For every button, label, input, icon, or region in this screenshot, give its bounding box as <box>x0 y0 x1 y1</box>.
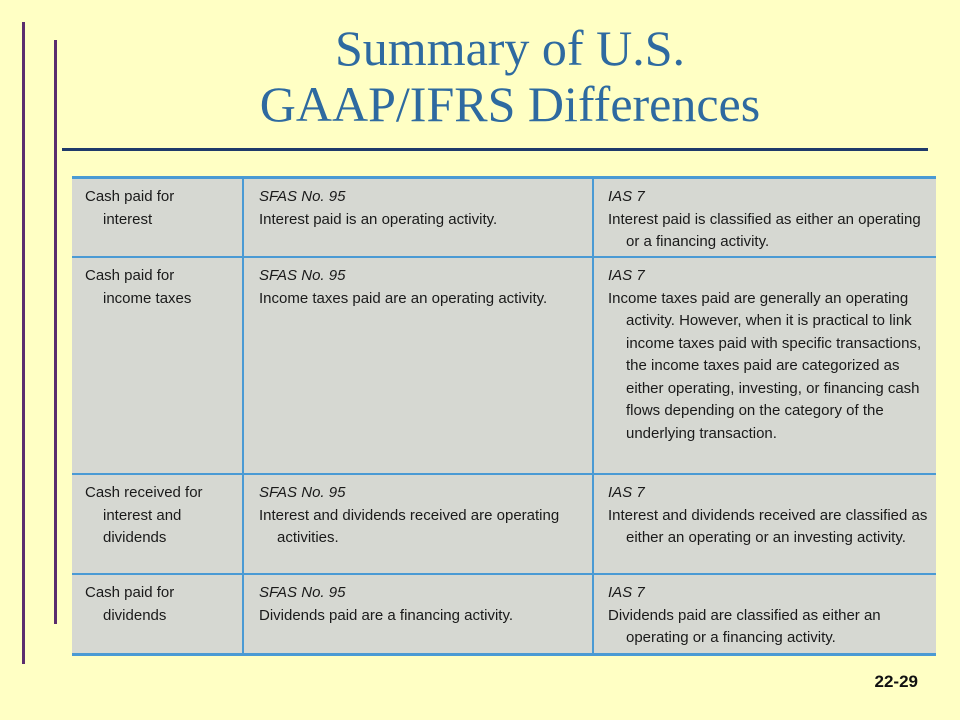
gaap-cell <box>242 258 592 473</box>
ifrs-text: Interest paid is classified as either an operating or a financing activity. <box>608 210 921 250</box>
gaap-standard: SFAS No. 95 <box>259 584 346 601</box>
topic-label-cont: dividends <box>103 606 167 624</box>
slide-title-line1: Summary of U.S. <box>335 20 685 76</box>
ifrs-standard: IAS 7 <box>608 188 645 205</box>
topic-label: Cash paid for <box>85 267 175 284</box>
page-number: 22-29 <box>874 672 918 691</box>
ifrs-cell <box>592 575 936 653</box>
gaap-cell <box>242 575 592 653</box>
left-border-bar-inner <box>54 40 57 624</box>
table-row-dividends-paid <box>72 573 936 653</box>
topic-label-cont: income taxes <box>103 289 192 307</box>
ifrs-cell <box>592 179 936 256</box>
topic-label: Cash paid for <box>85 188 175 205</box>
ifrs-standard: IAS 7 <box>608 267 645 284</box>
gaap-cell <box>242 475 592 573</box>
table-row-income-taxes <box>72 256 936 473</box>
topic-label: Cash paid for <box>85 584 175 601</box>
gaap-standard: SFAS No. 95 <box>259 484 346 501</box>
table-row-interest-paid <box>72 179 936 256</box>
title-underline <box>62 148 928 151</box>
topic-label: Cash received for <box>85 484 203 501</box>
gaap-text: Dividends paid are a financing activity. <box>259 606 514 624</box>
left-border-bar-outer <box>22 22 25 664</box>
gaap-standard: SFAS No. 95 <box>259 267 346 284</box>
ifrs-text: Income taxes paid are generally an operating activity. However, when it is practical to link income taxes paid with specific transactions, the income taxes paid are categorized as either operating, investing, or financing cash flows depending on the category of the underlying transaction. <box>608 289 922 442</box>
ifrs-standard: IAS 7 <box>608 584 645 601</box>
table-row-interest-dividends-received <box>72 473 936 573</box>
ifrs-text: Dividends paid are classified as either an operating or a financing activity. <box>608 606 881 646</box>
slide-title <box>60 20 960 132</box>
ifrs-cell <box>592 475 936 573</box>
topic-cell <box>72 179 242 256</box>
ifrs-standard: IAS 7 <box>608 484 645 501</box>
gaap-standard: SFAS No. 95 <box>259 188 346 205</box>
gaap-cell <box>242 179 592 256</box>
slide-title-line2: GAAP/IFRS Differences <box>259 76 761 132</box>
gaap-text: Income taxes paid are an operating activity. <box>259 289 548 307</box>
topic-label-cont: interest and dividends <box>103 506 182 546</box>
differences-table <box>72 176 936 656</box>
gaap-text: Interest and dividends received are operating activities. <box>259 506 560 546</box>
gaap-text: Interest paid is an operating activity. <box>259 210 498 228</box>
ifrs-cell <box>592 258 936 473</box>
ifrs-text: Interest and dividends received are classified as either an operating or an investing activity. <box>608 506 928 546</box>
topic-label-cont: interest <box>103 210 153 228</box>
topic-cell <box>72 575 242 653</box>
topic-cell <box>72 258 242 473</box>
topic-cell <box>72 475 242 573</box>
